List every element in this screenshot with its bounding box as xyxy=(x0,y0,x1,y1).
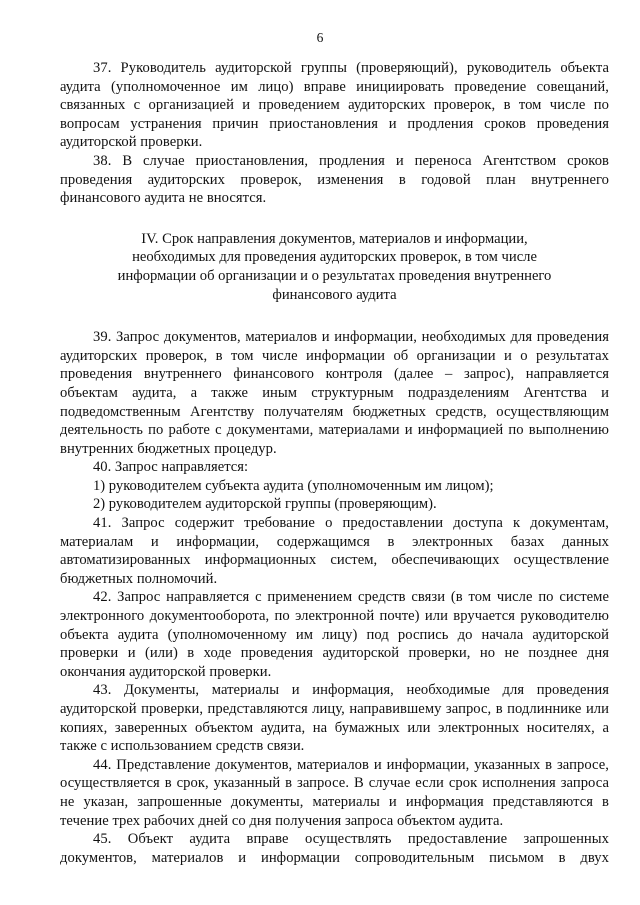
paragraph-40-item-2: 2) руководителем аудиторской группы (проверяющим). xyxy=(93,496,437,513)
section-heading-line: информации об организации и о результатах проведения внутреннего xyxy=(117,267,552,284)
section-heading-line: IV. Срок направления документов, материалов и информации, xyxy=(141,230,528,247)
paragraph-40-item-1: 1) руководителем субъекта аудита (уполномоченным им лицом); xyxy=(93,477,494,494)
paragraph-40: 40. Запрос направляется: xyxy=(93,459,249,476)
section-heading xyxy=(60,230,609,304)
paragraph-39: 39. Запрос документов, материалов и информации, необходимых для проведения аудиторских проверок, в том числе информации об организации и о результатах проведения внутреннего финансового контроля (далее – запрос), направляется объектам аудита, а также иным структурным подразделениям Агентства и подведомственным Агентству получателям бюджетных средств, осуществляющим деятельность по работе с документами, материалами и информацией по выполнению внутренних бюджетных процедур. xyxy=(60,329,609,457)
paragraph-44: 44. Представление документов, материалов и информации, указанных в запросе, осуществляется в срок, указанный в запросе. В случае если срок исполнения запроса не указан, запрошенные документы, материалы и информация представляются в течение трех рабочих дней со дня получения запроса объектом аудита. xyxy=(60,756,609,829)
page-number: 6 xyxy=(316,30,324,45)
paragraph-37: 37. Руководитель аудиторской группы (проверяющий), руководитель объекта аудита (уполномоченное им лицо) вправе инициировать проведение совещаний, связанных с организацией и проведением аудиторских проверок, в том числе по вопросам устранения причин приостановления и продления сроков проведения аудиторской проверки. xyxy=(60,60,609,151)
section-heading-line: необходимых для проведения аудиторских проверок, в том числе xyxy=(132,249,537,266)
paragraph-45: 45. Объект аудита вправе осуществлять предоставление запрошенных документов, материалов и информации сопроводительным письмом в двух xyxy=(60,831,609,866)
section-heading-line: финансового аудита xyxy=(272,286,397,303)
paragraph-38: 38. В случае приостановления, продления и переноса Агентством сроков проведения аудиторских проверок, изменения в годовой план внутреннего финансового аудита не вносятся. xyxy=(60,152,609,207)
paragraph-43: 43. Документы, материалы и информация, необходимые для проведения аудиторской проверки, представляются лицу, направившему запрос, в подлиннике или копиях, заверенных объектом аудита, на бумажных или электронных носителях, а также с использованием средств связи. xyxy=(60,682,609,755)
paragraph-42: 42. Запрос направляется с применением средств связи (в том числе по системе электронного документооборота, по электронной почте) или вручается руководителю объекта аудита (уполномоченному им лицу) под роспись до начала аудиторской проверки и (или) в ходе проведения аудиторской проверки, но не позднее дня окончания аудиторской проверки. xyxy=(60,589,609,680)
document-body xyxy=(60,59,609,867)
paragraph-41: 41. Запрос содержит требование о предоставлении доступа к документам, материалам и информации, содержащимся в электронных базах данных автоматизированных информационных систем, обеспечивающих осуществление бюджетных полномочий. xyxy=(60,515,609,587)
